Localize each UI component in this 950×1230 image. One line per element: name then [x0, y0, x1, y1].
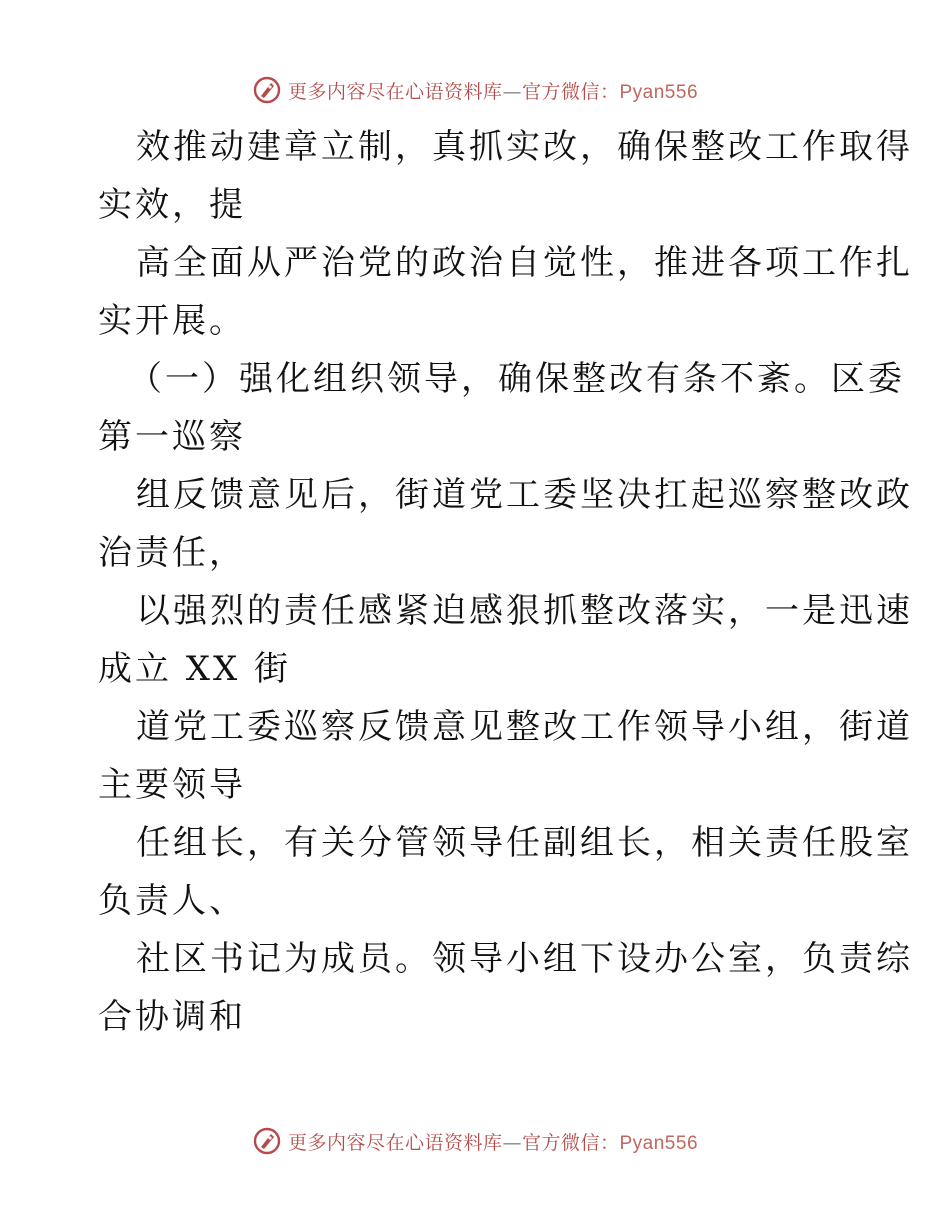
watermark-wechat-label: 官方微信： — [521, 1131, 620, 1154]
watermark-site-text: 更多内容尽在心语资料库 — [287, 80, 503, 103]
text-line: 高全面从严治党的政治自觉性，推进各项工作扎 — [136, 243, 913, 283]
watermark-site-text: 更多内容尽在心语资料库 — [287, 1131, 503, 1154]
text-line: 合协调和 — [98, 997, 246, 1037]
text-line: 实效，提 — [98, 185, 246, 225]
watermark-text — [288, 1128, 698, 1155]
text-line: 实开展。 — [98, 301, 246, 341]
text-line: 第一巡察 — [98, 417, 246, 457]
watermark-text — [288, 77, 698, 104]
text-line: 成立 XX 街 — [98, 649, 292, 689]
body-text — [98, 118, 913, 1046]
text-line: 任组长，有关分管领导任副组长，相关责任股室 — [136, 823, 913, 863]
watermark-wechat-handle: Pyan556 — [619, 81, 699, 103]
watermark-wechat-label: 官方微信： — [521, 80, 620, 103]
text-line: 主要领导 — [98, 765, 246, 805]
text-line: 以强烈的责任感紧迫感狠抓整改落实，一是迅速 — [136, 591, 913, 631]
section-heading-line: （一）强化组织领导，确保整改有条不紊。区委 — [128, 359, 905, 399]
text-line: 社区书记为成员。领导小组下设办公室，负责综 — [136, 939, 913, 979]
header-watermark — [0, 70, 950, 110]
text-line: 治责任， — [98, 533, 246, 573]
text-line: 负责人、 — [98, 881, 246, 921]
pen-nib-circle-icon — [252, 75, 282, 105]
text-line: 组反馈意见后，街道党工委坚决扛起巡察整改政 — [136, 475, 913, 515]
text-line: 效推动建章立制，真抓实改，确保整改工作取得 — [136, 127, 913, 167]
footer-watermark — [0, 1121, 950, 1161]
watermark-dash: — — [502, 1131, 522, 1154]
text-line: 道党工委巡察反馈意见整改工作领导小组，街道 — [136, 707, 913, 747]
watermark-dash: — — [502, 80, 522, 103]
watermark-wechat-handle: Pyan556 — [619, 1132, 699, 1154]
pen-nib-circle-icon — [252, 1126, 282, 1156]
